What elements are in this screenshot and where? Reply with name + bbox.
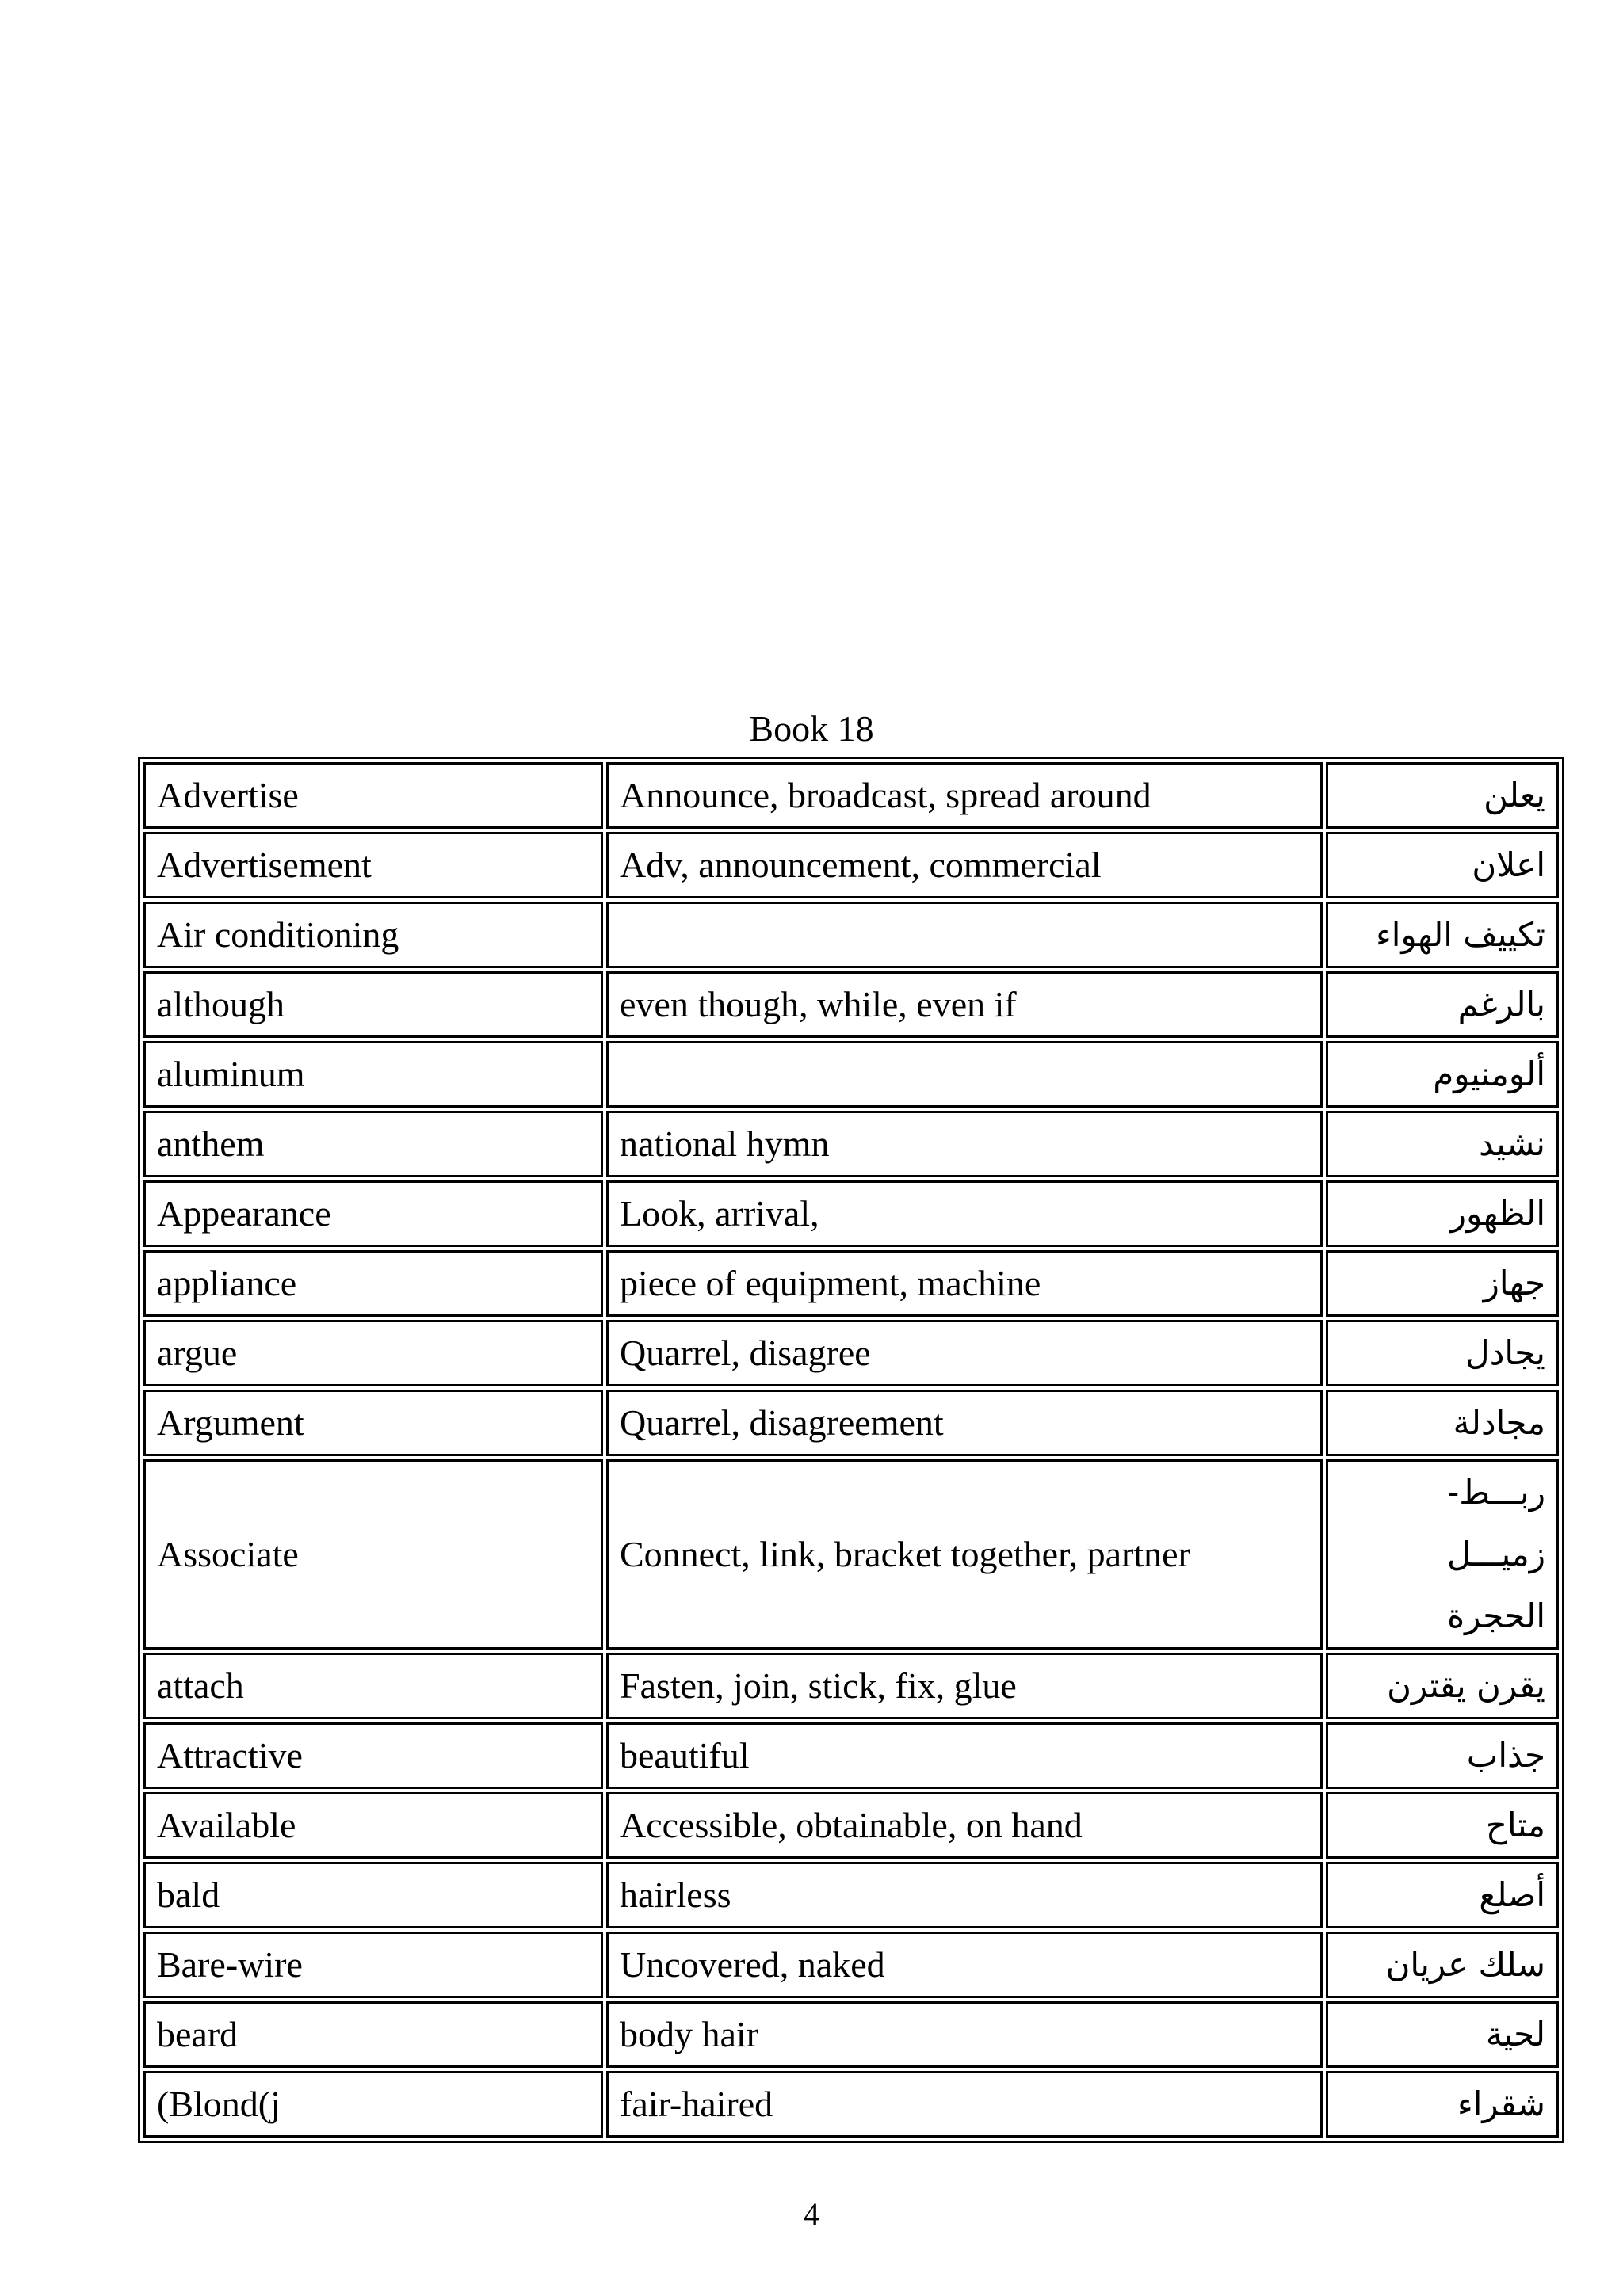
- arabic-cell: ربـــط- زميـــل الحجرة: [1326, 1459, 1559, 1650]
- table-row: [143, 1390, 1559, 1456]
- synonyms-cell: Quarrel, disagreement: [606, 1390, 1323, 1456]
- table-row: [143, 2001, 1559, 2068]
- synonyms-cell: Uncovered, naked: [606, 1932, 1323, 1998]
- word-cell: anthem: [143, 1111, 603, 1177]
- table-row: [143, 832, 1559, 898]
- synonyms-cell: [606, 1041, 1323, 1108]
- arabic-cell: لحية: [1326, 2001, 1559, 2068]
- page-title: Book 18: [749, 708, 874, 749]
- table-row: [143, 1180, 1559, 1247]
- word-cell: aluminum: [143, 1041, 603, 1108]
- synonyms-cell: Connect, link, bracket together, partner: [606, 1459, 1323, 1650]
- table-row: [143, 971, 1559, 1038]
- word-cell: beard: [143, 2001, 603, 2068]
- synonyms-cell: hairless: [606, 1862, 1323, 1928]
- word-cell: attach: [143, 1653, 603, 1719]
- arabic-cell: جذاب: [1326, 1722, 1559, 1789]
- arabic-cell: يجادل: [1326, 1320, 1559, 1386]
- word-cell: Advertise: [143, 762, 603, 829]
- word-cell: Available: [143, 1792, 603, 1859]
- word-cell: Appearance: [143, 1180, 603, 1247]
- table-row: [143, 1653, 1559, 1719]
- synonyms-cell: Adv, announcement, commercial: [606, 832, 1323, 898]
- synonyms-cell: [606, 902, 1323, 968]
- arabic-cell: أصلع: [1326, 1862, 1559, 1928]
- synonyms-cell: piece of equipment, machine: [606, 1250, 1323, 1317]
- vocabulary-table: [138, 757, 1564, 2143]
- arabic-cell: تكييف الهواء: [1326, 902, 1559, 968]
- arabic-cell: نشيد: [1326, 1111, 1559, 1177]
- arabic-cell: جهاز: [1326, 1250, 1559, 1317]
- arabic-cell: الظهور: [1326, 1180, 1559, 1247]
- word-cell: (Blond(j: [143, 2071, 603, 2138]
- synonyms-cell: Fasten, join, stick, fix, glue: [606, 1653, 1323, 1719]
- word-cell: Attractive: [143, 1722, 603, 1789]
- synonyms-cell: even though, while, even if: [606, 971, 1323, 1038]
- word-cell: Argument: [143, 1390, 603, 1456]
- arabic-cell: مجادلة: [1326, 1390, 1559, 1456]
- table-row: [143, 1320, 1559, 1386]
- table-row: [143, 1250, 1559, 1317]
- word-cell: appliance: [143, 1250, 603, 1317]
- arabic-cell: اعلان: [1326, 832, 1559, 898]
- synonyms-cell: Look, arrival,: [606, 1180, 1323, 1247]
- table-row: [143, 1041, 1559, 1108]
- word-cell: argue: [143, 1320, 603, 1386]
- synonyms-cell: Accessible, obtainable, on hand: [606, 1792, 1323, 1859]
- synonyms-cell: beautiful: [606, 1722, 1323, 1789]
- arabic-cell: بالرغم: [1326, 971, 1559, 1038]
- arabic-cell: يقرن يقترن: [1326, 1653, 1559, 1719]
- word-cell: although: [143, 971, 603, 1038]
- word-cell: Associate: [143, 1459, 603, 1650]
- table-row: [143, 1459, 1559, 1650]
- page-number: 4: [804, 2196, 819, 2232]
- arabic-cell: ألومنيوم: [1326, 1041, 1559, 1108]
- word-cell: bald: [143, 1862, 603, 1928]
- table-row: [143, 1111, 1559, 1177]
- synonyms-cell: fair-haired: [606, 2071, 1323, 2138]
- table-row: [143, 2071, 1559, 2138]
- synonyms-cell: Announce, broadcast, spread around: [606, 762, 1323, 829]
- synonyms-cell: body hair: [606, 2001, 1323, 2068]
- arabic-cell: سلك عريان: [1326, 1932, 1559, 1998]
- table-row: [143, 762, 1559, 829]
- table-row: [143, 1932, 1559, 1998]
- word-cell: Air conditioning: [143, 902, 603, 968]
- word-cell: Advertisement: [143, 832, 603, 898]
- table-row: [143, 902, 1559, 968]
- table-row: [143, 1862, 1559, 1928]
- table-row: [143, 1792, 1559, 1859]
- word-cell: Bare-wire: [143, 1932, 603, 1998]
- arabic-cell: يعلن: [1326, 762, 1559, 829]
- arabic-cell: متاح: [1326, 1792, 1559, 1859]
- table-row: [143, 1722, 1559, 1789]
- arabic-cell: شقراء: [1326, 2071, 1559, 2138]
- synonyms-cell: Quarrel, disagree: [606, 1320, 1323, 1386]
- synonyms-cell: national hymn: [606, 1111, 1323, 1177]
